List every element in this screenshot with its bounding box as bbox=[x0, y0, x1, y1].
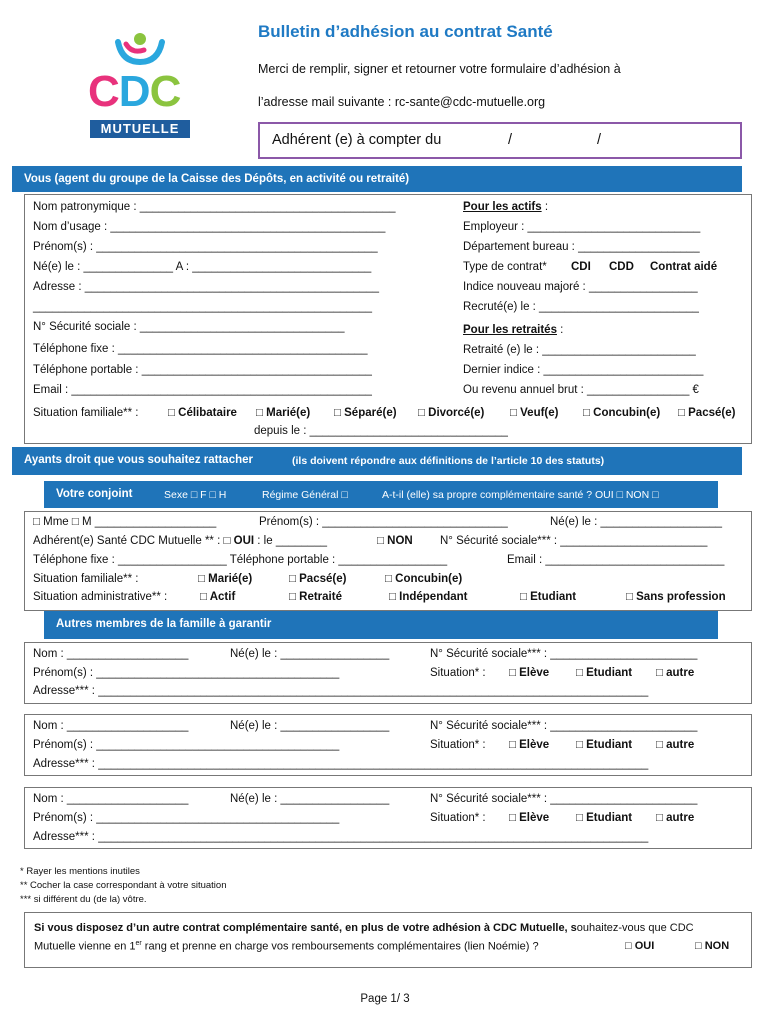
membre-3-option-eleve[interactable]: □ Elève bbox=[509, 812, 550, 824]
conjoint-civilite-field[interactable]: □ Mme □ M ___________________ bbox=[33, 516, 217, 528]
recrute-field[interactable]: Recruté(e) le : _________________________ bbox=[463, 301, 699, 313]
footnote-1: * Rayer les mentions inutiles bbox=[20, 866, 140, 877]
autre-contrat-oui[interactable]: □ OUI bbox=[625, 940, 655, 952]
membre-1-prenom-field[interactable]: Prénom(s) : ______________________________________ bbox=[33, 667, 340, 679]
page-title: Bulletin d’adhésion au contrat Santé bbox=[258, 22, 553, 41]
conjoint-option-actif[interactable]: □ Actif bbox=[200, 591, 236, 603]
depuis-field[interactable]: depuis le : _______________________________ bbox=[254, 425, 508, 437]
option-pacse[interactable]: □ Pacsé(e) bbox=[678, 407, 736, 419]
membre-2-secu-field[interactable]: N° Sécurité sociale*** : _______________________ bbox=[430, 720, 698, 732]
autre-contrat-non[interactable]: □ NON bbox=[695, 940, 730, 952]
membre-3-nom-field[interactable]: Nom : ___________________ bbox=[33, 793, 189, 805]
autres-membres-bar bbox=[44, 611, 718, 639]
conjoint-adherent-field[interactable]: Adhérent(e) Santé CDC Mutuelle ** : □ OUI : le ________ bbox=[33, 535, 327, 547]
contrat-aide-option[interactable]: Contrat aidé bbox=[650, 261, 718, 273]
ayants-droit-note: (ils doivent répondre aux définitions de l’article 10 des statuts) bbox=[292, 455, 605, 467]
footnote-2: ** Cocher la case correspondant à votre situation bbox=[20, 880, 227, 891]
conjoint-adherent-non[interactable]: □ NON bbox=[377, 535, 413, 547]
situation-familiale-label: Situation familiale** : bbox=[33, 407, 139, 419]
secu-field[interactable]: N° Sécurité sociale : ________________________________ bbox=[33, 321, 345, 333]
membre-2-nom-field[interactable]: Nom : ___________________ bbox=[33, 720, 189, 732]
autre-contrat-box bbox=[24, 912, 752, 968]
adherent-label: Adhérent (e) à compter du bbox=[272, 132, 442, 148]
membre-1-situation-label: Situation* : bbox=[430, 667, 486, 679]
conjoint-secu-field[interactable]: N° Sécurité sociale*** : _______________________ bbox=[440, 535, 708, 547]
type-contrat-label: Type de contrat* bbox=[463, 261, 547, 273]
conjoint-prenom-field[interactable]: Prénom(s) : _____________________________ bbox=[259, 516, 508, 528]
contrat-cdi-option[interactable]: CDI bbox=[571, 261, 591, 273]
membre-3-secu-field[interactable]: N° Sécurité sociale*** : _______________________ bbox=[430, 793, 698, 805]
date-slash-2: / bbox=[597, 132, 602, 148]
logo-figure-icon bbox=[88, 30, 192, 70]
autres-membres-title: Autres membres de la famille à garantir bbox=[56, 618, 272, 630]
intro-line-1: Merci de remplir, signer et retourner votre formulaire d’adhésion à bbox=[258, 62, 621, 76]
vous-section-bar bbox=[12, 166, 742, 192]
membre-1-naissance-field[interactable]: Né(e) le : _________________ bbox=[230, 648, 390, 660]
retraites-heading: Pour les retraités : bbox=[463, 324, 564, 336]
conjoint-option-independant[interactable]: □ Indépendant bbox=[389, 591, 468, 603]
membre-3-option-etudiant[interactable]: □ Etudiant bbox=[576, 812, 633, 824]
conjoint-option-etudiant[interactable]: □ Etudiant bbox=[520, 591, 577, 603]
conjoint-title: Votre conjoint bbox=[56, 488, 133, 500]
adherent-date-field[interactable] bbox=[258, 122, 742, 159]
conjoint-naissance-field[interactable]: Né(e) le : ___________________ bbox=[550, 516, 723, 528]
option-separe[interactable]: □ Séparé(e) bbox=[334, 407, 397, 419]
indice-field[interactable]: Indice nouveau majoré : _________________ bbox=[463, 281, 698, 293]
membre-2-naissance-field[interactable]: Né(e) le : _________________ bbox=[230, 720, 390, 732]
prenom-field[interactable]: Prénom(s) : ____________________________________________ bbox=[33, 241, 378, 253]
date-slash-1: / bbox=[508, 132, 513, 148]
membre-3-option-autre[interactable]: □ autre bbox=[656, 812, 695, 824]
telephone-portable-field[interactable]: Téléphone portable : ____________________________________ bbox=[33, 364, 372, 376]
option-marie[interactable]: □ Marié(e) bbox=[256, 407, 311, 419]
logo-subtitle: MUTUELLE bbox=[90, 120, 190, 138]
nom-patronymique-field[interactable]: Nom patronymique : ________________________________________ bbox=[33, 201, 396, 213]
departement-field[interactable]: Département bureau : ___________________ bbox=[463, 241, 700, 253]
nom-usage-field[interactable]: Nom d’usage : ___________________________________________ bbox=[33, 221, 386, 233]
conjoint-bar bbox=[44, 481, 718, 508]
dernier-indice-field[interactable]: Dernier indice : _________________________ bbox=[463, 364, 704, 376]
cdc-mutuelle-logo bbox=[88, 30, 192, 142]
intro-line-2: l’adresse mail suivante : rc-sante@cdc-mutuelle.org bbox=[258, 95, 546, 109]
membre-2-option-etudiant[interactable]: □ Etudiant bbox=[576, 739, 633, 751]
membre-2-option-eleve[interactable]: □ Elève bbox=[509, 739, 550, 751]
conjoint-email-field[interactable]: Email : ____________________________ bbox=[507, 554, 725, 566]
telephone-fixe-field[interactable]: Téléphone fixe : _______________________________________ bbox=[33, 343, 368, 355]
option-celibataire[interactable]: □ Célibataire bbox=[168, 407, 237, 419]
membre-1-option-eleve[interactable]: □ Elève bbox=[509, 667, 550, 679]
autre-contrat-question-2: Mutuelle vienne en 1er rang et prenne en charge vos remboursements complémentaires (lien Noémie) ? bbox=[34, 940, 539, 953]
adresse-field-2[interactable]: _____________________________________________________ bbox=[33, 301, 372, 313]
conjoint-option-marie[interactable]: □ Marié(e) bbox=[198, 573, 253, 585]
membre-2-prenom-field[interactable]: Prénom(s) : ______________________________________ bbox=[33, 739, 340, 751]
naissance-field[interactable]: Né(e) le : ______________ A : ____________________________ bbox=[33, 261, 372, 273]
option-veuf[interactable]: □ Veuf(e) bbox=[510, 407, 559, 419]
conjoint-telephones-field[interactable]: Téléphone fixe : _________________ Téléphone portable : _________________ bbox=[33, 554, 448, 566]
conjoint-admin-label: Situation administrative** : bbox=[33, 591, 168, 603]
membre-1-nom-field[interactable]: Nom : ___________________ bbox=[33, 648, 189, 660]
logo-text: CDC bbox=[88, 67, 181, 116]
membre-1-option-etudiant[interactable]: □ Etudiant bbox=[576, 667, 633, 679]
membre-3-naissance-field[interactable]: Né(e) le : _________________ bbox=[230, 793, 390, 805]
membre-2-adresse-field[interactable]: Adresse*** : ______________________________________________________________________________________ bbox=[33, 758, 649, 770]
option-divorce[interactable]: □ Divorcé(e) bbox=[418, 407, 485, 419]
autre-contrat-question-1: Si vous disposez d’un autre contrat complémentaire santé, en plus de votre adhésion à CDC Mutuelle, souhaitez-vous que CDC bbox=[34, 922, 694, 934]
membre-3-prenom-field[interactable]: Prénom(s) : ______________________________________ bbox=[33, 812, 340, 824]
membre-1-secu-field[interactable]: N° Sécurité sociale*** : _______________________ bbox=[430, 648, 698, 660]
conjoint-option-sans-profession[interactable]: □ Sans profession bbox=[626, 591, 726, 603]
contrat-cdd-option[interactable]: CDD bbox=[609, 261, 634, 273]
page-number: Page 1/ 3 bbox=[360, 993, 410, 1005]
conjoint-regime[interactable]: Régime Général □ bbox=[262, 489, 348, 501]
membre-3-situation-label: Situation* : bbox=[430, 812, 486, 824]
conjoint-sexe[interactable]: Sexe □ F □ H bbox=[164, 489, 227, 501]
conjoint-option-retraite[interactable]: □ Retraité bbox=[289, 591, 342, 603]
membre-2-situation-label: Situation* : bbox=[430, 739, 486, 751]
membre-2-option-autre[interactable]: □ autre bbox=[656, 739, 695, 751]
membre-1-adresse-field[interactable]: Adresse*** : ______________________________________________________________________________________ bbox=[33, 685, 649, 697]
conjoint-option-pacse[interactable]: □ Pacsé(e) bbox=[289, 573, 347, 585]
membre-3-adresse-field[interactable]: Adresse*** : ______________________________________________________________________________________ bbox=[33, 831, 649, 843]
ayants-droit-title: Ayants droit que vous souhaitez rattacher bbox=[24, 454, 253, 466]
conjoint-complementaire[interactable]: A-t-il (elle) sa propre complémentaire santé ? OUI □ NON □ bbox=[382, 489, 659, 501]
revenu-field[interactable]: Ou revenu annuel brut : ________________ € bbox=[463, 384, 699, 396]
retraite-date-field[interactable]: Retraité (e) le : ________________________ bbox=[463, 344, 696, 356]
option-concubin[interactable]: □ Concubin(e) bbox=[583, 407, 661, 419]
email-field[interactable]: Email : _______________________________________________ bbox=[33, 384, 372, 396]
actifs-heading: Pour les actifs : bbox=[463, 201, 549, 213]
conjoint-situation-label: Situation familiale** : bbox=[33, 573, 139, 585]
ayants-droit-bar bbox=[12, 447, 742, 475]
vous-section-title: Vous (agent du groupe de la Caisse des Dépôts, en activité ou retraité) bbox=[24, 173, 410, 185]
conjoint-option-concubin[interactable]: □ Concubin(e) bbox=[385, 573, 463, 585]
footnote-3: *** si différent du (de la) vôtre. bbox=[20, 894, 147, 905]
adresse-field[interactable]: Adresse : ______________________________________________ bbox=[33, 281, 379, 293]
membre-1-option-autre[interactable]: □ autre bbox=[656, 667, 695, 679]
employeur-field[interactable]: Employeur : ___________________________ bbox=[463, 221, 701, 233]
